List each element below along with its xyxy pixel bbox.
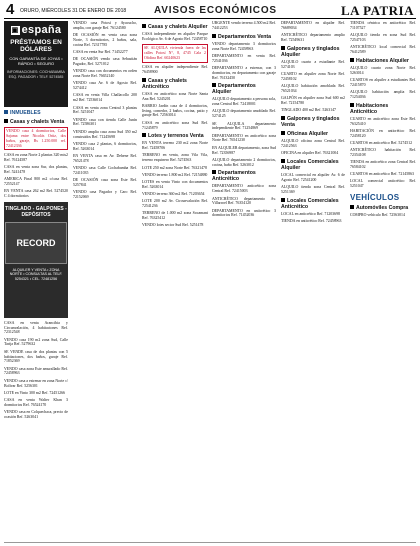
classified-ad: ANTICRÉTICO local comercial Ref. 76412589	[350, 45, 416, 54]
classified-ad: ALQUILO cuarto a estudiante Ref. 5274103	[281, 59, 345, 69]
square-bullet-icon	[142, 24, 146, 28]
category-locales-anticretico: Locales Comerciales Anticrético	[281, 197, 339, 210]
category-casas-anticretico: Casas y chalets Anticrético	[142, 77, 187, 90]
square-bullet-icon	[281, 198, 285, 202]
square-bullet-icon	[350, 58, 354, 62]
classified-ad: LOCAL en anticrético Ref. 71203698	[281, 211, 340, 216]
classified-ad: CASA independiente en alquiler Parque Ecológico Av. 6 de Agosto Ref. 72458710	[142, 32, 208, 41]
category-galpones-venta: Galpones y tinglados Venta	[281, 115, 340, 128]
classified-ad: ALQUILO departamento amoblado Ref. 5274125	[212, 109, 276, 119]
column-5-ads-e	[281, 212, 345, 224]
classified-ad: ALQUILO tienda en zona Sud Ref. 72547103	[350, 33, 416, 42]
column-4-ads-b	[212, 42, 276, 81]
category-habitaciones-anticretico: Habitaciones Anticrético	[350, 102, 389, 115]
classified-ad: CUARTO en alquiler zona Norte Ref. 72458102	[281, 71, 345, 81]
column-3-ads-c	[142, 141, 208, 228]
classified-ad: DE OCASIÓN vendo casa Sebastián Pagador, Ref. 5271012	[73, 57, 137, 67]
column-4	[212, 21, 276, 541]
classified-ad: CASA en venta zona Central 3 plantas Ref. 5251047	[73, 105, 137, 115]
classified-ad: VENDO casa 2 plantas, 6 dormitorios, Ref. 5263014	[73, 141, 137, 151]
square-bullet-icon	[281, 116, 285, 120]
category-locales-alquiler: Locales Comerciales Alquiler	[281, 158, 339, 171]
classified-ad: ANTICRÉTICO departamento Av. Villarroel Ref. 76354120	[212, 196, 276, 206]
classified-ad: VENDO casa zona Este amurallado Ref. 72458963	[4, 366, 68, 376]
category-casas-venta: Casas y chalets Venta	[4, 119, 68, 125]
classified-ad: GALPÓN en alquiler zona Sud 600 m2 Ref. 72154780	[281, 96, 345, 105]
category-deptos-anticretico: Departamentos Anticrético	[212, 170, 256, 183]
classified-ad: VENDO casa en Colquechaca, precio de ocasión Ref. 5263041	[4, 410, 68, 419]
classified-ad: EN VENTA casa en Av. Dehene Ref. 76521478	[73, 153, 137, 163]
column-6	[350, 21, 416, 541]
classified-ad: SE ALQUILA vivienda fuera de las calles Potosí N°, 8, 4745 Cala 2 Ofidina Ref. 60240623	[142, 44, 208, 63]
ad-record-top: TINGLADO - GALPONES - DEPÓSITOS	[5, 205, 67, 218]
square-bullet-icon	[212, 34, 216, 38]
column-1-ads-b	[4, 321, 68, 420]
square-bullet-icon	[4, 119, 8, 123]
square-bullet-icon	[350, 103, 354, 107]
column-4-ads-c	[212, 97, 276, 167]
classified-ad: ALQUILO tienda zona Central Ref. 5251369	[281, 184, 345, 194]
classified-ad: LOTE 200 m2 Av. Circunvalación Ref. 72541236	[142, 199, 208, 209]
classified-ad: CUARTOS en anticrético Ref. 72145863	[350, 172, 414, 177]
classified-ad: EN VENTA terreno 230 m2 zona Norte Ref. 72458706	[142, 141, 208, 151]
ad-espana-logo: ▣ españa	[11, 24, 62, 36]
classified-ad: VENDO terreno 1.800 m2 Ref. 72154880	[142, 172, 208, 177]
classified-ad: TINGLADO 400 m2 Ref. 5263147	[281, 108, 337, 113]
classified-ad: TIENDA en anticrético Ref. 72458963	[281, 218, 342, 223]
ad-espana-address: INFORMACIONES: COCHABAMBA ESQ. PAGADOR • TELF. 5274585	[7, 70, 65, 79]
classified-ad: TERRENO de 1.000 m2 zona Socamani Ref. 76325412	[142, 211, 208, 221]
classified-ad: DEPARTAMENTO a estrenar, con 3 dormitorios, en departamento con garaje Ref. 76132450	[212, 65, 276, 80]
column-3-ads-b	[142, 92, 208, 131]
classified-ad: BARRIO Jardín casa de 4 dormitorios, living, comedor, 2 baños, cocina, patio y garaje Ref. 72563014	[142, 103, 208, 118]
classified-ad: CASA en venta Walter Khan 3 dormitorios Ref. 76524170	[4, 398, 68, 407]
classified-ad: OFICINA en alquiler Ref. 76321004	[281, 151, 339, 155]
square-bullet-icon	[4, 110, 8, 114]
classified-ad: CASA en venta zona Sur, dos plantas, Ref. 5241478	[4, 164, 68, 174]
classified-ad: HABITACIÓN en anticrético Ref. 72458120	[350, 128, 416, 138]
classified-ad: DEPARTAMENTO anticrético zona Central Ref. 72415003	[212, 184, 276, 194]
column-1-ads	[4, 127, 68, 199]
classified-ad: VENDO casa Av. 6 de Agosto Ref. 5274412	[73, 81, 137, 91]
flag-icon: ▣	[11, 26, 19, 34]
column-4-ads-d	[212, 184, 276, 218]
classified-ad: VENDO casa a estrenar en zona Norte c/ Bolívar Ref. 5256301	[4, 378, 68, 388]
square-bullet-icon	[350, 205, 354, 209]
square-bullet-icon	[142, 133, 146, 137]
column-6-ads-c	[350, 117, 416, 189]
section-title: AVISOS ECONÓMICOS	[154, 5, 277, 16]
classified-ad: LOCAL comercial anticrético Ref. 5251047	[350, 179, 416, 189]
classified-ad: CUARTOS en anticrético Ref. 5274512	[350, 140, 413, 145]
column-4-ads-a	[212, 21, 276, 31]
classified-ad: VENDO amplia casa zona Sud 350 m2 construidos Ref. 71245698	[73, 129, 137, 139]
classified-ad: DE OCASIÓN en venta casa zona Norte, 3 dormitorios, 2 baños, sala, cocina Ref. 72317785	[73, 33, 137, 47]
classified-ad: VENDO casa 190 m2 zona Sud, Calle Tarija Ref. 5279632	[4, 337, 68, 347]
column-6-ads-d	[350, 213, 416, 218]
column-5-ads-b	[281, 60, 345, 113]
classified-ad: CASA en venta Villa Challacollo 200 m2 Ref. 72536014	[73, 93, 137, 103]
classified-ad: DEPARTAMENTO en venta Ref. 72541036	[212, 53, 276, 63]
square-bullet-icon	[281, 131, 285, 135]
classified-ad: VENDO casa 4 dormitorios, Calle Sajama entre Nicolás Ortiz, dos baños, garaje, Bs 1.250.000 ref. 72412336	[4, 127, 68, 150]
classified-ad: VENDO departamento 3 dormitorios zona Norte Ref. 72458963	[212, 41, 276, 51]
page-date: ORURO, MIÉRCOLES 31 DE ENERO DE 2018	[20, 8, 127, 14]
classified-ad: LOTE en Vinto 300 m2 Ref. 72451266	[4, 390, 65, 395]
classified-ad: VENDO casa Potosí y Ayacucho, amplia, con garaje Ref. 76124580	[73, 21, 137, 30]
classified-ad: LOCAL comercial en alquiler Av. 6 de Agosto Ref. 72541200	[281, 172, 345, 182]
classified-ad: VENDO casa Calle Cochabamba Ref. 72411035	[73, 165, 137, 175]
category-deptos-venta: Departamentos Venta	[212, 34, 276, 40]
page-header	[4, 2, 416, 18]
category-cuartos-alquiler: Habitaciones Alquiler	[350, 58, 416, 64]
column-5-ads-a	[281, 21, 345, 43]
header-rule	[4, 18, 416, 19]
classified-ad: EN ALQUILER departamento, zona Sud Ref. 72356987	[212, 145, 276, 155]
classified-ad: URGENTE vendo terreno 4.500 m2 Ref. 74412253	[212, 21, 276, 30]
classified-ad: ANTICRÉTICO habitación Ref. 72354108	[350, 148, 416, 157]
classified-ad: CASA en venta Arancibia y Circunvalación, 4 habitaciones Ref. 72312548	[4, 320, 68, 335]
category-autos-compra: Automóviles Compra	[350, 205, 416, 211]
classified-ad: AMERICA Final 800 m2 c/casa Ref. 72552147	[4, 176, 68, 186]
column-1	[4, 21, 68, 541]
square-bullet-icon	[281, 159, 285, 163]
classified-ad: ANTICRÉTICO departamento amplio Ref. 72549631	[281, 33, 345, 42]
classified-ad: VENDO casa Pagador y Caro Ref. 72152069	[73, 190, 137, 199]
column-5-ads-c	[281, 139, 345, 156]
classified-ad: DE OCASIÓN casa zona Este Ref. 5257841	[73, 178, 137, 187]
square-bullet-icon	[212, 83, 216, 87]
ad-espana	[4, 21, 68, 107]
column-2	[73, 21, 137, 541]
column-5	[281, 21, 345, 541]
classified-ad: ALQUILO habitación amoblada Ref. 76521034	[281, 83, 345, 93]
classified-ad: ALQUILO cuarto zona Norte Ref. 5263014	[350, 65, 416, 75]
column-6-ads-a	[350, 21, 416, 55]
column-3	[142, 21, 208, 541]
page-number: 4	[6, 1, 15, 18]
classified-ad: DEPARTAMENTO en anticrético zona Norte Ref. 76541230	[212, 133, 276, 143]
classified-ad: CASA en anticrético zona Sud Ref. 71245879	[142, 120, 208, 130]
classified-ad: CASA en zona Norte 2 plantas 320 mts2 Ref. 76124587	[4, 152, 68, 162]
classified-ad: CUARTO en anticrético zona Este Ref. 76325410	[350, 116, 416, 126]
classified-ad: TIENDA céntrica en anticrético Ref. 71107527	[350, 21, 416, 30]
category-inmuebles: INMUEBLES	[4, 110, 68, 116]
category-deptos-alquiler: Departamentos Alquiler	[212, 83, 256, 96]
classified-ad: VENDO casa con documentos en orden zona Norte Ref. 76652140	[73, 69, 137, 79]
ad-record-bottom: ALQUILER Y VENTA • ZONA NORTE • CONSULTAS AL TELF. 5254321 • CEL. 72481256	[9, 267, 63, 281]
category-casas-alquiler: Casas y chalets Alquiler	[142, 24, 208, 30]
category-oficinas-alquiler: Oficinas Alquiler	[281, 131, 345, 137]
classified-ad: DEPARTAMENTO en alquiler Ref. 76689034	[281, 21, 345, 30]
category-lotes-venta: Lotes y terrenos Venta	[142, 133, 208, 139]
classified-ad: CASA en venta Sur Ref. 71452277	[73, 50, 128, 54]
classified-ad: VENDO casa con tienda Calle Junín Ref. 72586301	[73, 117, 137, 127]
column-6-ads-b	[350, 66, 416, 100]
classified-ad: CUARTOS en alquiler a estudiantes Ref. 72415870	[350, 77, 416, 87]
section-vehiculos: VEHÍCULOS	[350, 193, 400, 203]
classified-ad: ALQUILO oficina zona Central Ref. 72412563	[281, 138, 345, 148]
classified-ad: LOTE 250 m2 zona Norte Ref. 76321478	[142, 165, 207, 170]
ad-record	[4, 202, 68, 318]
classified-ad: ALQUILO habitación amplia Ref. 71254036	[350, 90, 416, 99]
classified-ad: TERRENO en venta, zona Vila Vila, terreno esquinero Ref. 5274563	[142, 153, 208, 163]
classified-ad: SE ALQUILA departamento independiente Ref. 71254869	[212, 121, 276, 131]
column-3-ads-a	[142, 32, 208, 75]
classified-ad: VENDO lotes sector Sud Ref. 5251478	[142, 223, 204, 228]
column-2-ads	[73, 21, 137, 200]
category-galpones-alquiler: Galpones y tinglados Alquiler	[281, 45, 340, 58]
classified-ad: CASA en anticrético zona Norte Santa Ana Ref. 5245201	[142, 91, 208, 101]
square-bullet-icon	[142, 78, 146, 82]
ad-espana-sub: CON GARANTÍA DE JOYAS • RÁPIDO • SEGURO	[9, 56, 63, 66]
classified-ad: EN VENTA casa 262 m2 Ref. 5274520 C 4 dormitorios	[4, 189, 68, 198]
classified-ad: DEPARTAMENTO en anticrético 3 dormitorios Ref. 71452036	[212, 208, 276, 218]
footer-rule	[4, 542, 416, 543]
ad-record-logo: RECORD	[5, 222, 67, 264]
square-bullet-icon	[281, 46, 285, 50]
square-bullet-icon	[212, 170, 216, 174]
classified-ad: LOTES en venta Vinto con documentos Ref. 5263014	[142, 180, 208, 189]
classified-ad: CASA en alquiler independiente Ref. 76458900	[142, 65, 208, 74]
ad-espana-headline: PRÉSTAMOS EN DÓLARES	[10, 39, 62, 53]
classified-ad: SE VENDE casa de dos plantas con 5 habitaciones, dos baños, garaje Ref. 71852369	[4, 349, 68, 364]
newspaper-brand: LA PATRIA	[341, 3, 414, 18]
classified-ad: TIENDA en anticrético zona Central Ref. 76584102	[350, 160, 416, 169]
classified-ad: ALQUILO departamento a persona sola, zona Central Ref. 72418001	[212, 97, 276, 107]
classified-ad: VENDO terreno 360 m2 Ref. 71203654	[142, 192, 205, 197]
classified-ad: ALQUILO departamento 2 dormitorios, cocina, baño Ref. 5263012	[212, 157, 276, 167]
column-5-ads-d	[281, 173, 345, 195]
classified-ad: COMPRO vehículo Ref. 72563014	[350, 213, 405, 218]
